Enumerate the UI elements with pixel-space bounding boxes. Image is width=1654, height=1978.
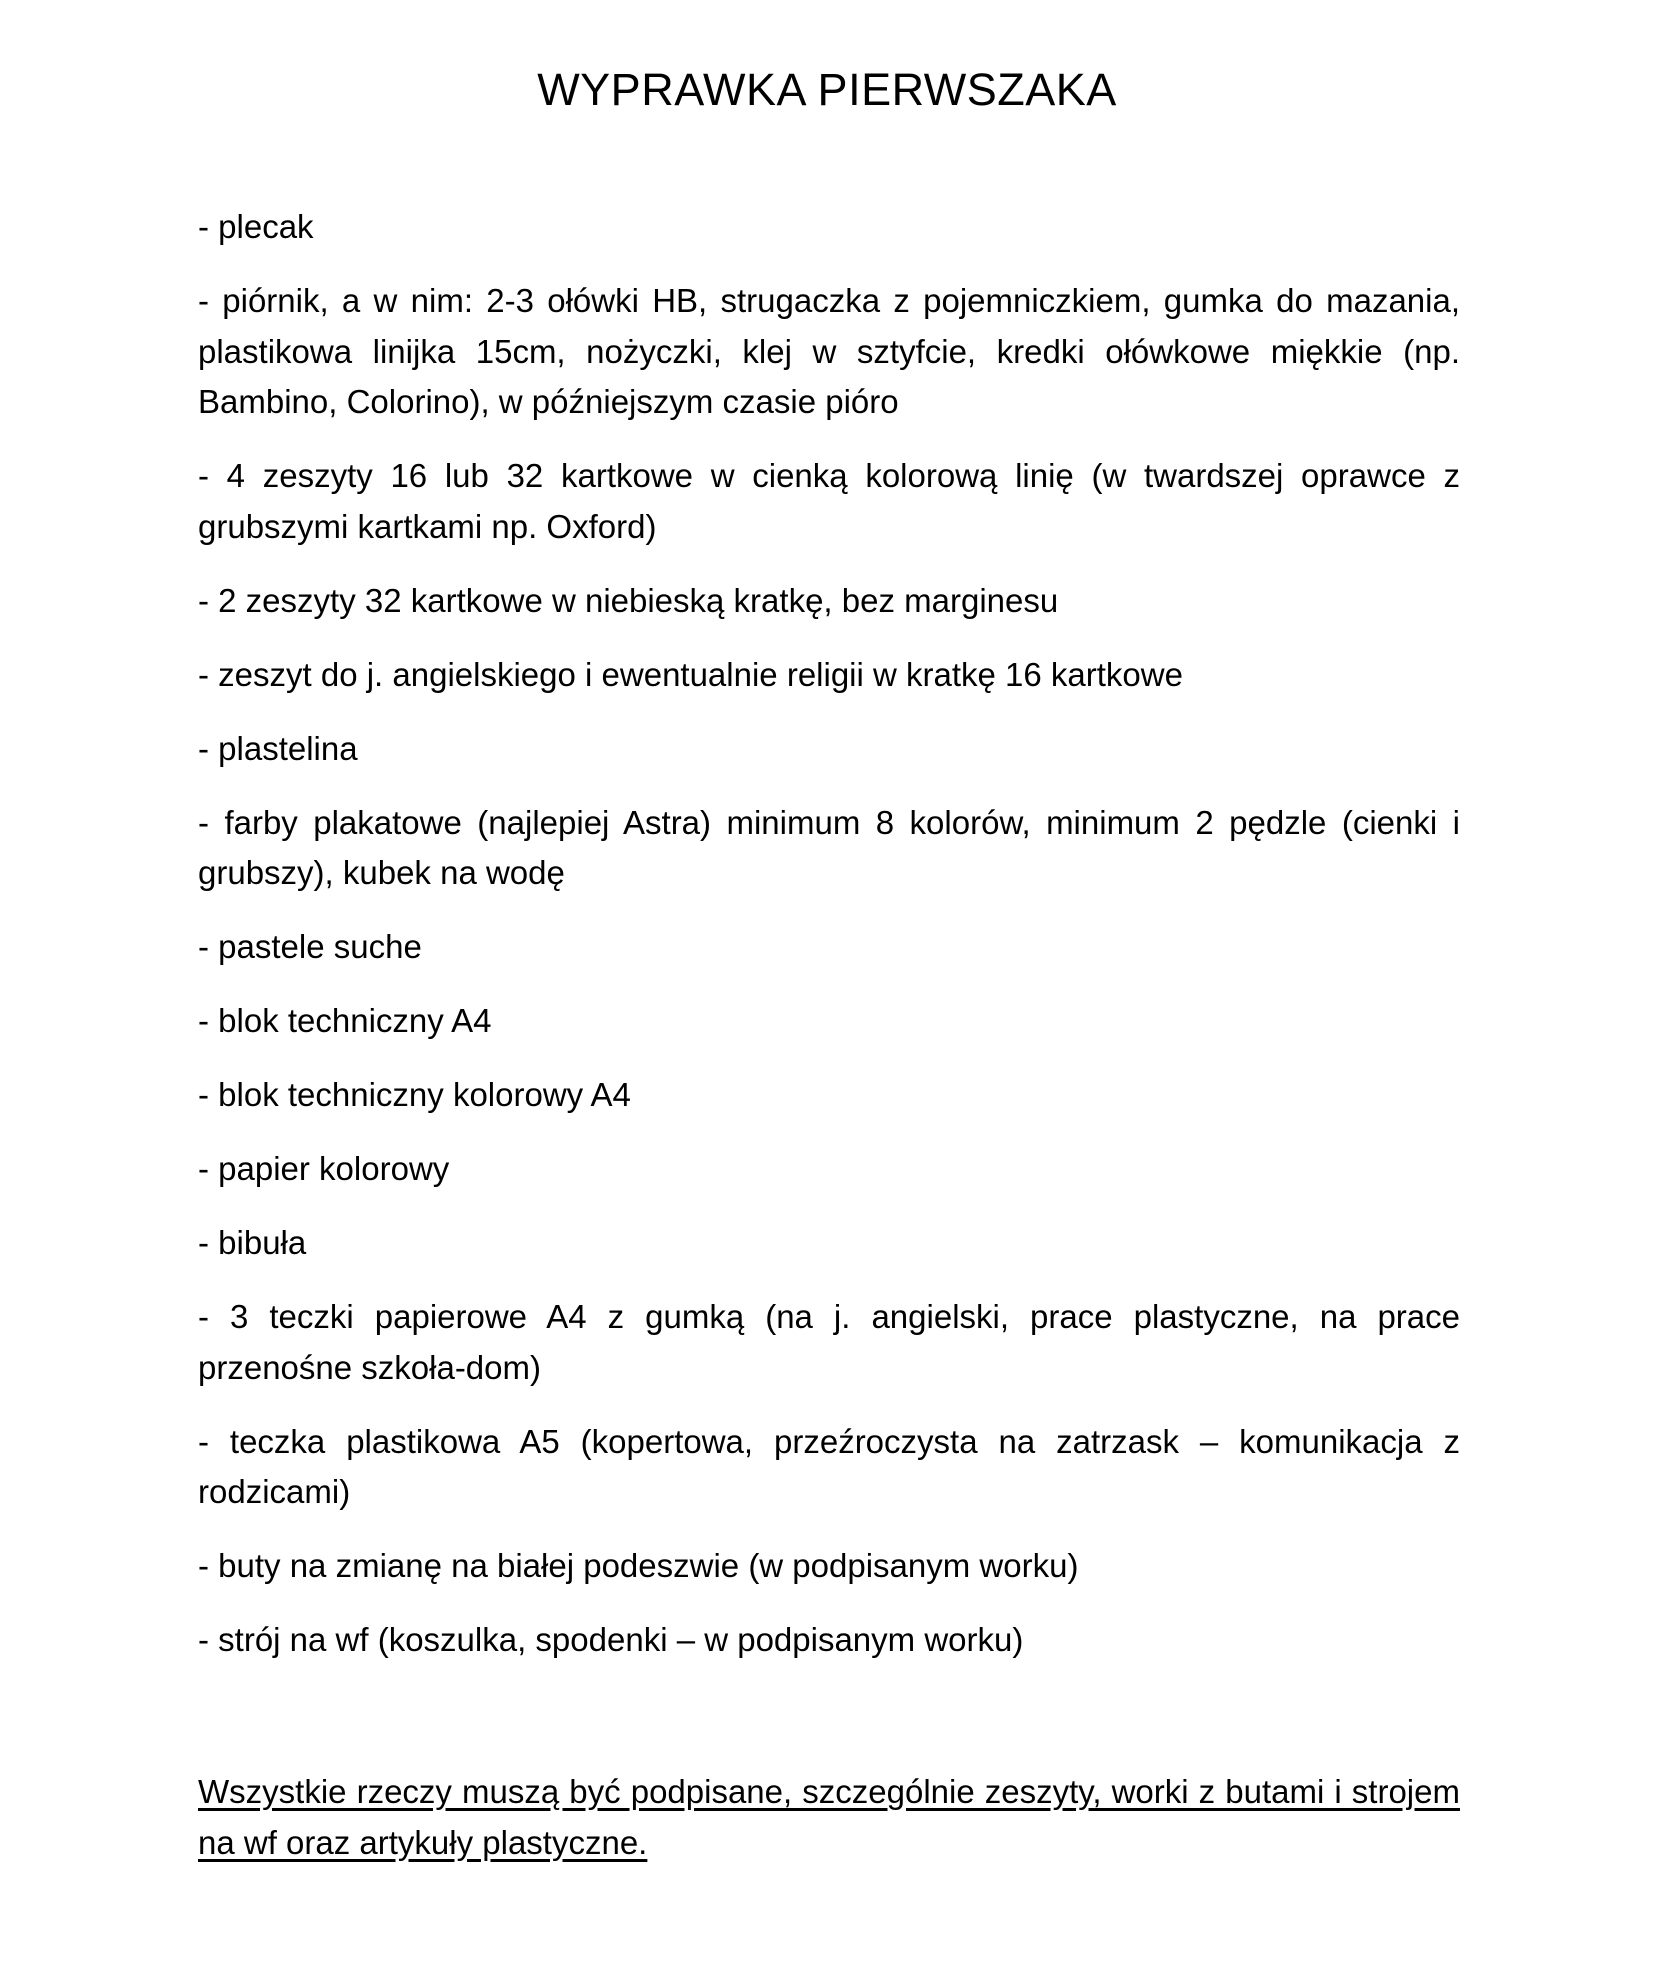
list-item: - 3 teczki papierowe A4 z gumką (na j. angielski, prace plastyczne, na prace przenośne szkoła-dom) xyxy=(198,1298,1460,1386)
list-item: - 4 zeszyty 16 lub 32 kartkowe w cienką kolorową linię (w twardszej oprawce z grubszymi kartkami np. Oxford) xyxy=(198,457,1460,545)
list-item: - zeszyt do j. angielskiego i ewentualnie religii w kratkę 16 kartkowe xyxy=(198,655,1183,693)
list-item: - teczka plastikowa A5 (kopertowa, przeźroczysta na zatrzask – komunikacja z rodzicami) xyxy=(198,1422,1460,1510)
list-item: - farby plakatowe (najlepiej Astra) minimum 8 kolorów, minimum 2 pędzle (cienki i grubszy), kubek na wodę xyxy=(198,803,1460,891)
list-item: - 2 zeszyty 32 kartkowe w niebieską kratkę, bez marginesu xyxy=(198,581,1059,619)
list-item: - blok techniczny A4 xyxy=(198,1002,492,1039)
list-item: - buty na zmianę na białej podeszwie (w podpisanym worku) xyxy=(198,1547,1079,1584)
supply-list xyxy=(198,202,1460,1689)
list-item: - blok techniczny kolorowy A4 xyxy=(198,1076,631,1113)
list-item: - piórnik, a w nim: 2-3 ołówki HB, strugaczka z pojemniczkiem, gumka do mazania, plastikowa linijka 15cm, nożyczki, klej w sztyfcie, kredki ołówkowe miękkie (np. Bambino, Colorino), w późniejszym czasie pióro xyxy=(198,282,1460,420)
important-note: Wszystkie rzeczy muszą być podpisane, szczególnie zeszyty, worki z butami i strojem na wf oraz artykuły plastyczne. xyxy=(198,1773,1460,1861)
document-title: WYPRAWKA PIERWSZAKA xyxy=(537,64,1117,115)
list-item: - strój na wf (koszulka, spodenki – w podpisanym worku) xyxy=(198,1621,1024,1658)
list-item: - plastelina xyxy=(198,729,358,767)
list-item: - papier kolorowy xyxy=(198,1150,450,1187)
list-item: - plecak xyxy=(198,208,314,245)
list-item: - pastele suche xyxy=(198,928,422,965)
list-item: - bibuła xyxy=(198,1224,307,1261)
